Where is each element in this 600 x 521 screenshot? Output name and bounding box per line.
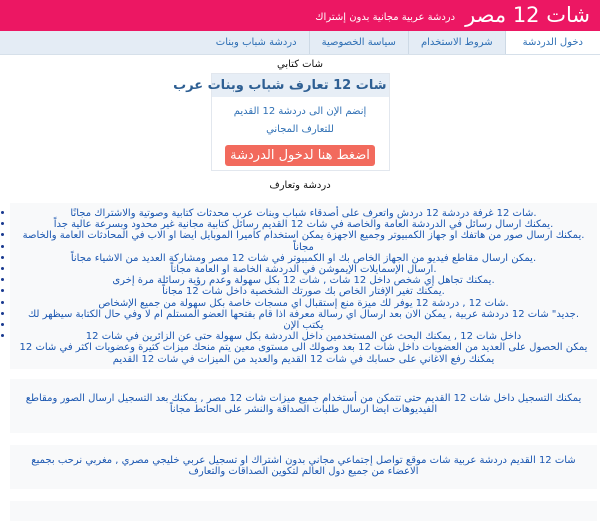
- bottom-box: [10, 501, 597, 521]
- feature-item: .يمكنك ارسال رسائل في الدردشة العامة والخاصة في شات 12 القديم رسائل كتابية مجانية غير محدود وبسرعة عالية جداً: [53, 219, 554, 231]
- feature-item: يمكن الحصول على العديد من العضويات داخل شات 12 بعد وصولك الى مستوى معين يتم منحك ميزات كثيرة وعضويات اكثر في شات 12: [19, 342, 588, 354]
- promo-title: شات 12 تعارف شباب وبنات عرب: [212, 74, 389, 97]
- feature-item: يمكنك رفع الاغاني على حسابك في شات 12 القديم والعديد من الميزات في شات 12 القديم: [112, 353, 495, 365]
- site-header: [0, 0, 600, 31]
- bullet-icon: [1, 323, 4, 326]
- register-text: يمكنك التسجيل داخل شات 12 القديم حتى تتمكن من أستخدام جميع ميزات شات 12 مصر , يمكنك بعد التسجيل ارسال الصور ومقاطع الفيديوهات ايضا ارسال طلبات الصداقة والنشر على الحائط مجاناً: [25, 392, 582, 415]
- feature-item: .يمكن ارسال مقاطع فيديو من الجهاز الخاص بك او الكمبيوتر في شات 12 مصر ومشاركة العديد من الاشياء مجاناً: [70, 252, 537, 264]
- nav-item-privacy[interactable]: سياسة الخصوصية: [309, 31, 408, 54]
- bullet-icon: [1, 256, 4, 259]
- feature-item: .يمكنك تغير الإفتار الخاص بك صورتك الشخصية داخل شات 12 مجاناً: [162, 286, 445, 298]
- feature-item: .يمكنك ارسال صور من هاتفك او جهاز الكمبيوتر وجميع الاجهزة يمكن استخدام كاميرا الموبايل ايضا او الاب في المحادثات العامة والخاصة مجاناً: [22, 230, 585, 253]
- section-title: دردشة وتعارف: [269, 180, 331, 191]
- feature-item: داخل شات 12 , يمكنك البحث عن المستخدمين داخل الدردشة بكل سهولة حتى عن الزائرين في شات 12: [85, 331, 522, 343]
- bullet-icon: [1, 245, 4, 248]
- bullet-icon: [1, 334, 4, 337]
- bullet-icon: [1, 301, 4, 304]
- enter-chat-button[interactable]: اضغط هنا لدخول الدردشة: [225, 145, 375, 166]
- bullet-icon: [1, 289, 4, 292]
- site-title[interactable]: شات 12 مصر: [465, 3, 590, 27]
- bullet-icon: [1, 312, 4, 315]
- site-subtitle: دردشة عربية مجانية بدون إشتراك: [315, 11, 456, 23]
- bullet-icon: [1, 267, 4, 270]
- features-box: [10, 203, 597, 369]
- feature-item: .يمكنك تجاهل إي شخص داخل 12 شات , شات 12 بكل سهولة وعدم رؤية رسائلة مرة إخرى: [112, 275, 495, 287]
- chat-caption: شات كتابي: [277, 59, 323, 70]
- feature-item: .جديد" شات 12 دردشة عربية , يمكن الان بعد ارسال اي رسالة معرفة اذا قام بفتحها العضو المستلم ام لا وفي حال الكتابة سيظهر لك يكتب الإن: [27, 308, 580, 332]
- feature-item: .شات 12 , دردشة 12 يوفر لك ميزة منع إستقبال اي مسجات خاصة بكل سهولة من جميع الإشخاص: [98, 297, 509, 309]
- feature-item: .شات 12 غرفة دردشة 12 دردش واتعرف على أصدقاء شباب وبنات عرب محدثات كتابية وصوتية والاشتراك مجانًا: [70, 208, 537, 219]
- main-nav: [0, 31, 600, 55]
- bullet-icon: [1, 222, 4, 225]
- about-text: شات 12 القديم دردشة عربية شات موقع تواصل إجتماعي مجاني بدون اشتراك او تسجيل عربي خليجي مصري , مغربي نرحب بجميع الاعضاء من جميع دول العالم لتكوين الصداقات والتعارف: [31, 454, 576, 477]
- features-list: [18, 208, 589, 365]
- bullet-column: [0, 211, 4, 345]
- feature-item: .ارسال الإسمايلات الإيموشن في الدردشة الخاصة او العامة مجاناً: [170, 264, 437, 276]
- nav-item-enter-chat[interactable]: دخول الدردشة: [506, 31, 600, 54]
- bullet-icon: [1, 233, 4, 236]
- promo-box: [173, 73, 390, 171]
- nav-item-terms[interactable]: شروط الاستخدام: [408, 31, 506, 54]
- about-box: [10, 445, 597, 489]
- bullet-icon: [1, 211, 4, 214]
- promo-text: إنضم الإن الى دردشة 12 القديم للتعارف المجاني: [233, 106, 367, 135]
- nav-item-youth-chat[interactable]: دردشة شباب وبنات: [215, 37, 297, 48]
- register-info-box: [10, 379, 597, 433]
- bullet-icon: [1, 278, 4, 281]
